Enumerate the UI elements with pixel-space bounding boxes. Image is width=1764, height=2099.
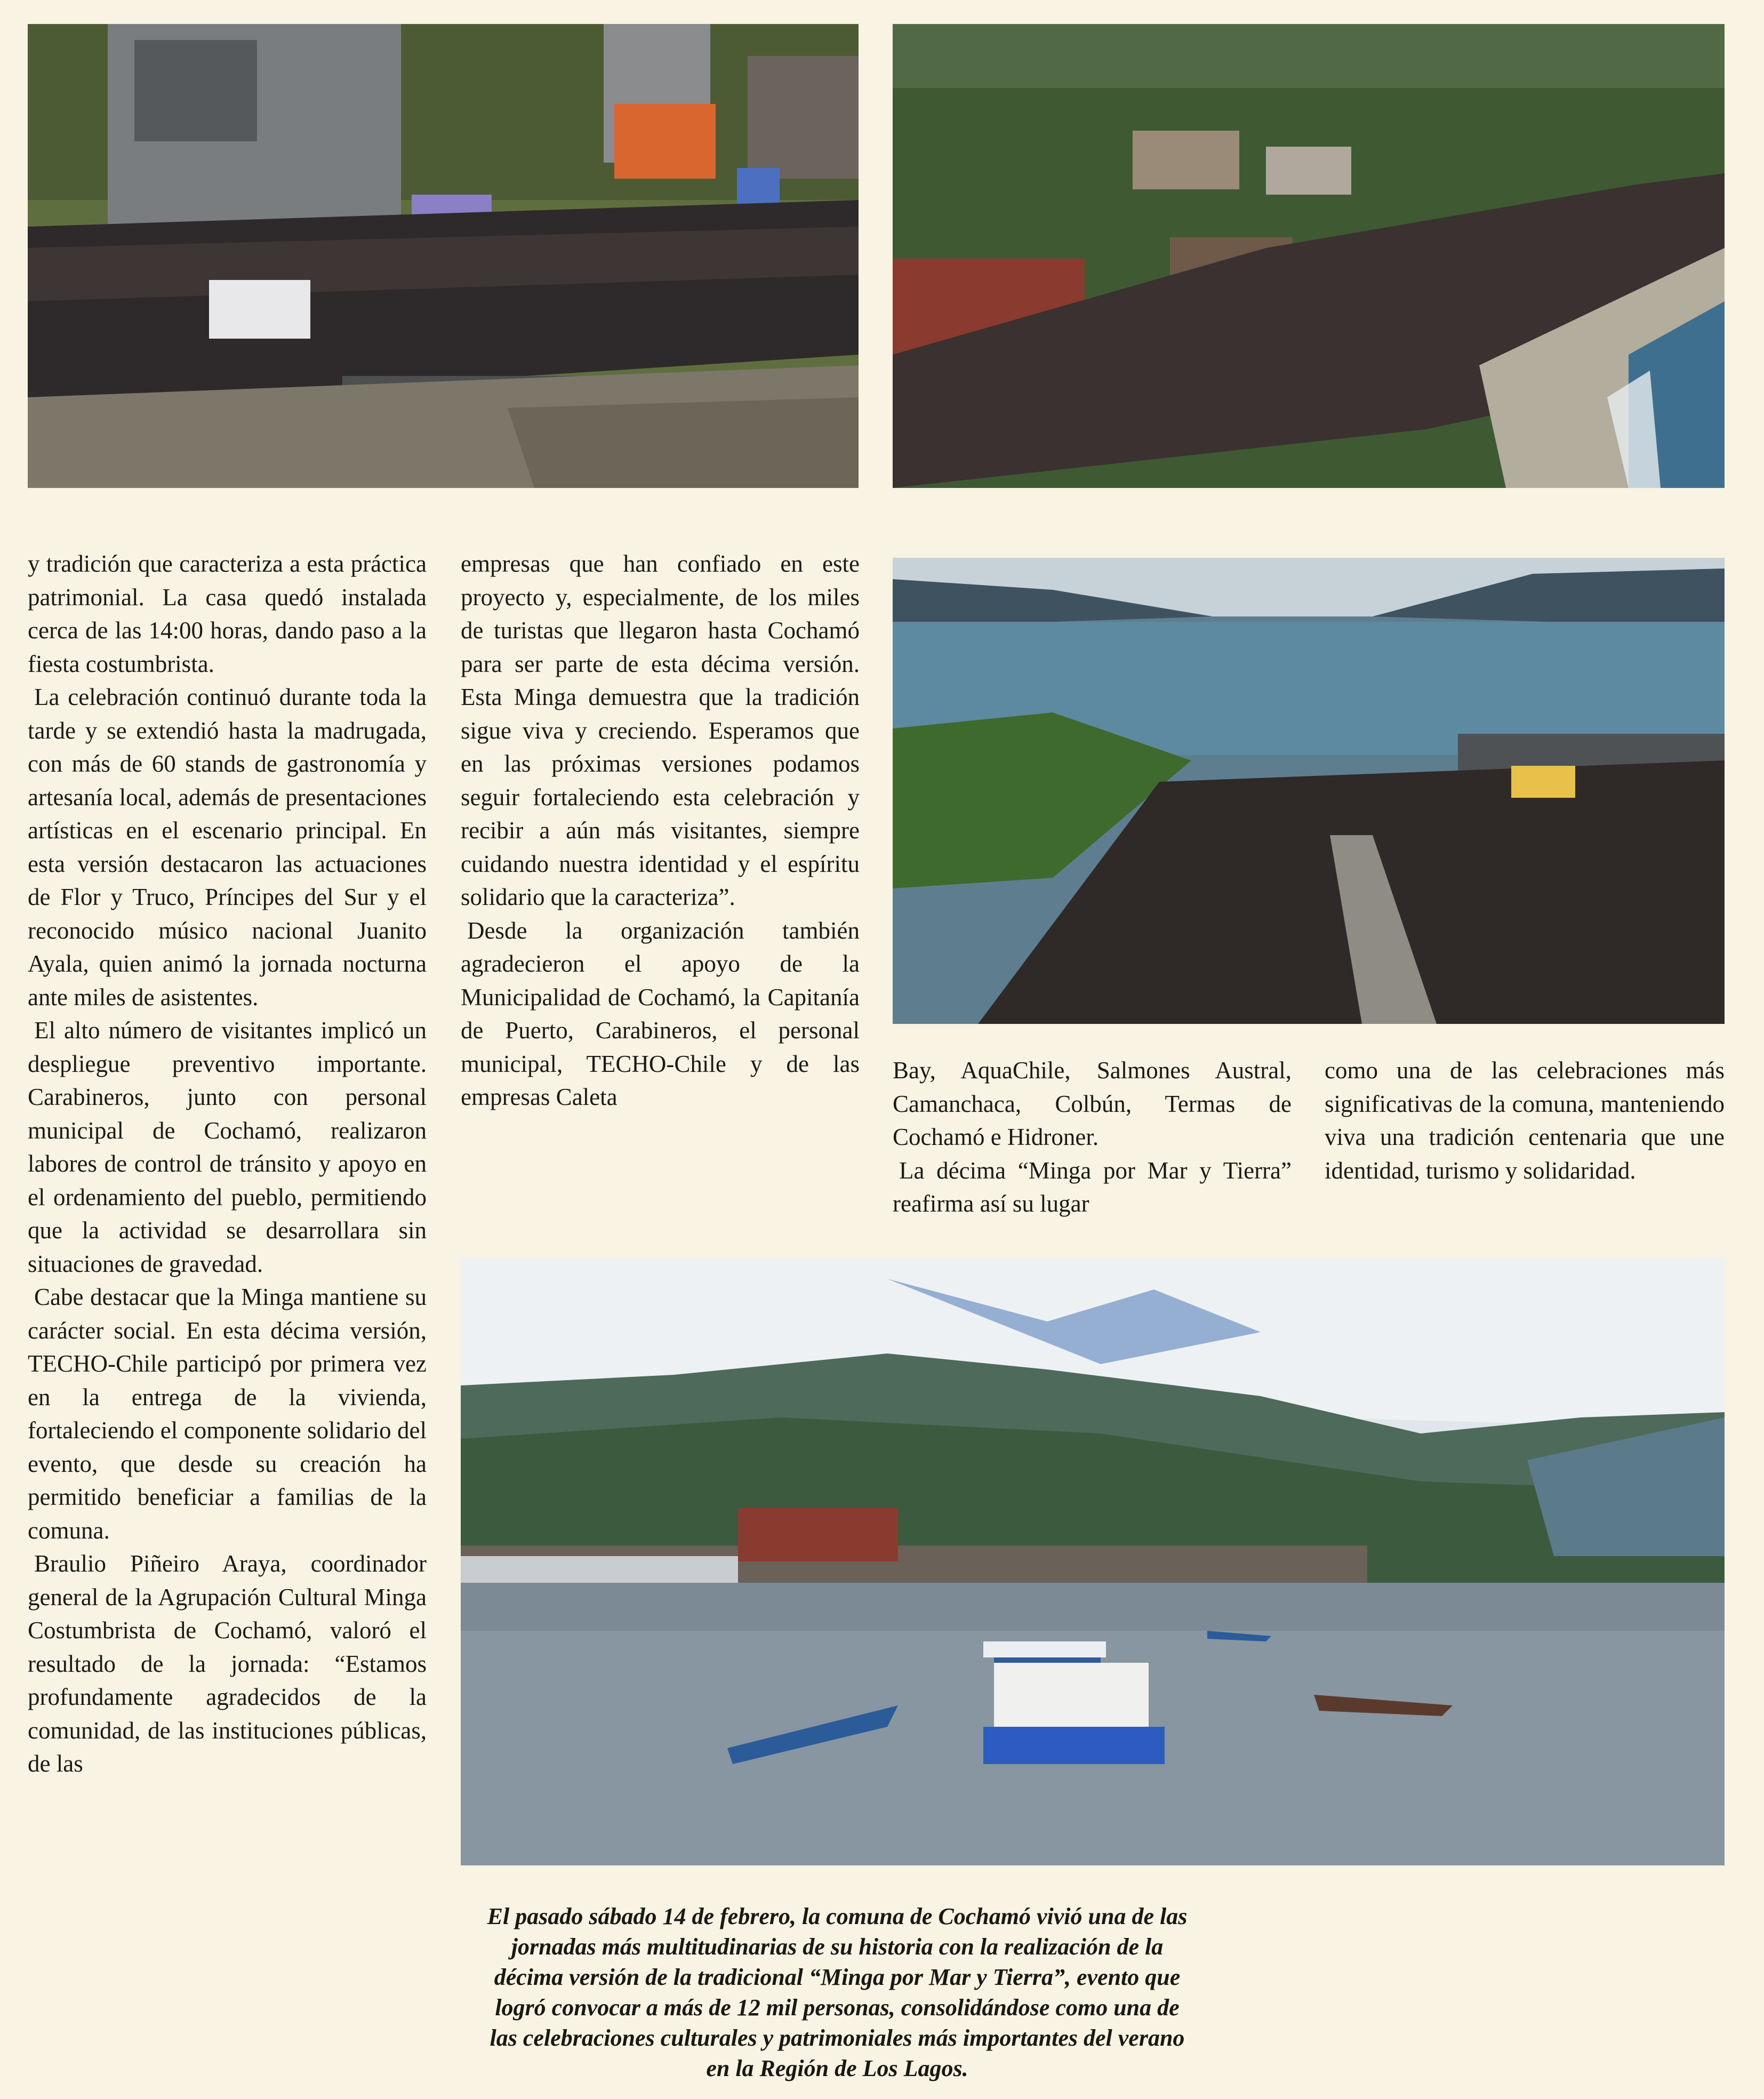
photo-aerial-crowd-street — [28, 24, 859, 488]
article-column-4 — [1325, 1054, 1725, 1187]
photo-aerial-town-shore — [893, 24, 1725, 488]
article-column-2 — [461, 547, 860, 1114]
article-paragraph: Cabe destacar que la Minga mantiene su carácter social. En esta décima versión, TECHO-Chile participó por primera vez en la entrega de la vivienda, fortaleciendo el componente solidario del evento, que desde su creación ha permitido beneficiar a familias de la comuna. — [28, 1284, 427, 1544]
article-paragraph: empresas que han confiado en este proyecto y, especialmente, de los miles de turistas que llegaron hasta Cochamó para ser parte de esta décima versión. Esta Minga demuestra que la tradición sigue viva y creciendo. Esperamos que en las próximas versiones podamos seguir fortaleciendo esta celebración y recibir a aún más visitantes, siempre cuidando nuestra identidad y el espíritu solidario que la caracteriza”. — [461, 550, 860, 910]
photo-crowd-lake-mountains — [893, 558, 1725, 1024]
photo-boats-house-water — [461, 1257, 1725, 1865]
photo-caption: El pasado sábado 14 de febrero, la comuna de Cochamó vivió una de las jornadas más multitudinarias de su historia con la realización de la décima versión de la tradicional “Minga por Mar y Tierra”, evento que logró convocar a más de 12 mil personas, consolidándose como una de las celebraciones culturales y patrimoniales más importantes del verano en la Región de Los Lagos. — [487, 1903, 1188, 2081]
article-paragraph: Bay, AquaChile, Salmones Austral, Camanchaca, Colbún, Termas de Cochamó e Hidroner. — [893, 1057, 1292, 1150]
article-paragraph: y tradición que caracteriza a esta práctica patrimonial. La casa quedó instalada cerca de las 14:00 horas, dando paso a la fiesta costumbrista. — [28, 550, 427, 677]
article-column-3 — [893, 1054, 1292, 1221]
article-paragraph: La celebración continuó durante toda la tarde y se extendió hasta la madrugada, con más de 60 stands de gastronomía y artesanía local, además de presentaciones artísticas en el escenario principal. En esta versión destacaron las actuaciones de Flor y Truco, Príncipes del Sur y el reconocido músico nacional Juanito Ayala, quien animó la jornada nocturna ante miles de asistentes. — [28, 684, 427, 1011]
article-column-1 — [28, 547, 427, 1781]
article-paragraph: como una de las celebraciones más significativas de la comuna, manteniendo viva una tradición centenaria que une identidad, turismo y solidaridad. — [1325, 1057, 1725, 1184]
article-paragraph: Desde la organización también agradecieron el apoyo de la Municipalidad de Cochamó, la Capitanía de Puerto, Carabineros, el personal municipal, TECHO-Chile y de las empresas Caleta — [461, 917, 860, 1110]
article-paragraph: La décima “Minga por Mar y Tierra” reafirma así su lugar — [893, 1157, 1292, 1217]
article-paragraph: Braulio Piñeiro Araya, coordinador general de la Agrupación Cultural Minga Costumbrista de Cochamó, valoró el resultado de la jornada: “Estamos profundamente agradecidos de la comunidad, de las instituciones públicas, de las — [28, 1550, 427, 1777]
article-paragraph: El alto número de visitantes implicó un despliegue preventivo importante. Carabineros, junto con personal municipal de Cochamó, realizaron labores de control de tránsito y apoyo en el ordenamiento del pueblo, permitiendo que la actividad se desarrollara sin situaciones de gravedad. — [28, 1017, 427, 1277]
